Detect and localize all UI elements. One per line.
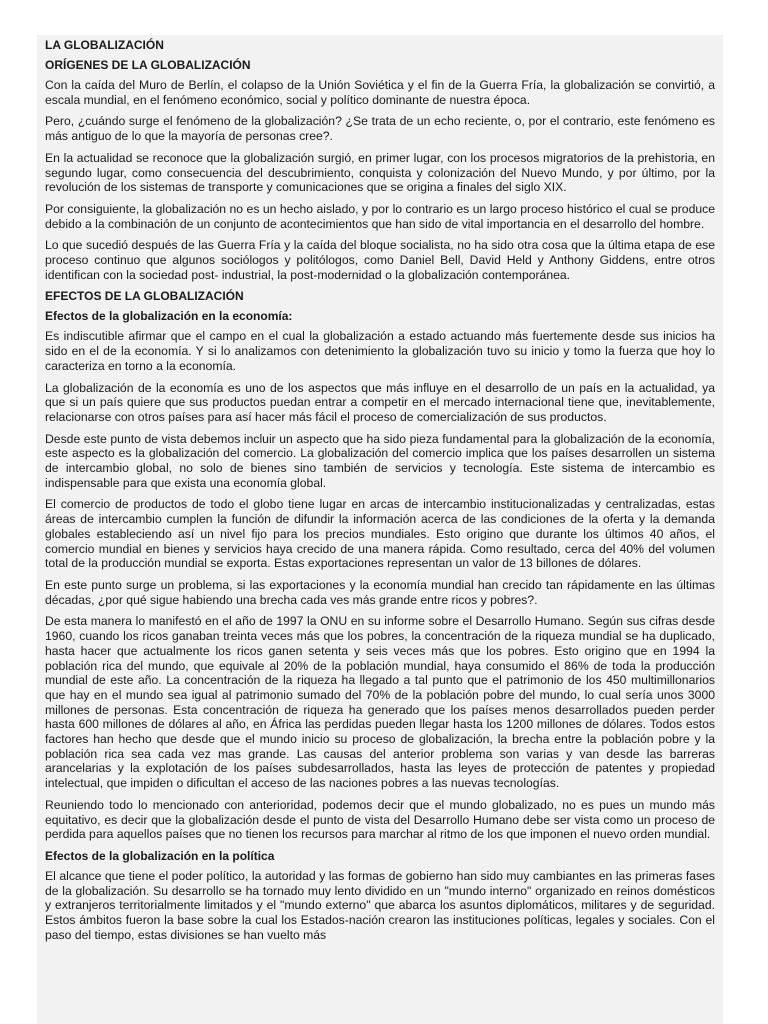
- paragraph: El alcance que tiene el poder político, la autoridad y las formas de gobierno han sido muy cambiantes en las primeras fases de la globalización. Su desarrollo se ha tornado muy lento dividido en un "mundo interno" organizado en reinos domésticos y extranjeros territorialmente limitados y el "mundo externo" que abarca los asuntos diplomáticos, militares y de seguridad. Estos ámbitos fueron la base sobre la cual los Estados-nación crearon las instituciones políticas, legales y sociales. Con el paso del tiempo, estas divisiones se han vuelto más: [45, 868, 715, 942]
- paragraph: En la actualidad se reconoce que la globalización surgió, en primer lugar, con los procesos migratorios de la prehistoria, en segundo lugar, como consecuencia del descubrimiento, conquista y colonización del Nuevo Mundo, y por último, por la revolución de los sistemas de transporte y comunicaciones que se origina a finales del siglo XIX.: [45, 150, 715, 195]
- paragraph: Pero, ¿cuándo surge el fenómeno de la globalización? ¿Se trata de un echo reciente, o, por el contrario, este fenómeno es más antiguo de lo que la mayoría de personas cree?.: [45, 114, 715, 144]
- paragraph: Es indiscutible afirmar que el campo en el cual la globalización a estado actuando más fuertemente desde sus inicios ha sido en el de la economía. Y si lo analizamos con detenimiento la globalización tuvo su inicio y tomo la fuerza que hoy lo caracteriza en torno a la economía.: [45, 329, 715, 373]
- paragraph: De esta manera lo manifestó en el año de 1997 la ONU en su informe sobre el Desarrollo Humano. Según sus cifras desde 1960, cuando los ricos ganaban treinta veces más que los pobres, la concentración de la riqueza mundial se ha duplicado, hasta hacer que actualmente los ricos ganen setenta y seis veces más que los pobres. Esto origino que en 1994 la población rica del mundo, que equivale al 20% de la población mundial, haya consumido el 86% de toda la producción mundial de este año. La concentración de la riqueza ha llegado a tal punto que el patrimonio de los 450 multimillonarios que hay en el mundo sea igual al patrimonio sumado del 70% de la población pobre del mundo, lo cual sería unos 3000 millones de personas. Esta concentración de riqueza ha generado que los países menos desarrollados pueden perder hasta 600 millones de dólares al año, en África las perdidas pueden llegar hasta los 1200 millones de dólares. Todos estos factores han hecho que desde que el mundo inicio su proceso de globalización, la brecha entre la población pobre y la población rica sea cada vez mas grande. Las causas del anterior problema son varias y van desde las barreras arancelarias y la explotación de los países subdesarrollados, hasta las leyes de protección de patentes y propiedad intelectual, que impiden o dificultan el acceso de las naciones pobres a las nuevas tecnologías.: [45, 614, 715, 791]
- section-heading: EFECTOS DE LA GLOBALIZACIÓN: [45, 289, 244, 304]
- section-heading: Efectos de la globalización en la política: [45, 848, 275, 863]
- paragraph: Por consiguiente, la globalización no es un hecho aislado, y por lo contrario es un largo proceso histórico el cual se produce debido a la combinación de un conjunto de acontecimientos que han sido de vital importancia en el desarrollo del hombre.: [45, 201, 715, 231]
- document-content: [37, 35, 723, 942]
- section-heading: ORÍGENES DE LA GLOBALIZACIÓN: [45, 58, 251, 72]
- paragraph: La globalización de la economía es uno de los aspectos que más influye en el desarrollo de un país en la actualidad, ya que si un país quiere que sus productos puedan entrar a competir en el mercado internacional tiene que, inevitablemente, relacionarse con otros países para así hacer más fácil el proceso de comercialización de sus productos.: [45, 380, 715, 424]
- section-heading: LA GLOBALIZACIÓN: [45, 38, 164, 52]
- paragraph: Con la caída del Muro de Berlín, el colapso de la Unión Soviética y el fin de la Guerra Fría, la globalización se convirtió, a escala mundial, en el fenómeno económico, social y político dominante de nuestra época.: [45, 78, 715, 107]
- paragraph: El comercio de productos de todo el globo tiene lugar en arcas de intercambio institucionalizadas y centralizadas, estas áreas de intercambio cumplen la función de difundir la información acerca de las condiciones de la oferta y la demanda globales estableciendo así un nivel fijo para los precios mundiales. Esto origino que durante los últimos 40 años, el comercio mundial en bienes y servicios haya crecido de una manera rápida. Como resultado, cerca del 40% del volumen total de la producción mundial se exporta. Estas exportaciones representan un valor de 13 billones de dólares.: [45, 497, 715, 571]
- document-page: [37, 35, 723, 1024]
- section-heading: Efectos de la globalización en la economía:: [45, 309, 293, 324]
- paragraph: Reuniendo todo lo mencionado con anterioridad, podemos decir que el mundo globalizado, no es pues un mundo más equitativo, es decir que la globalización desde el punto de vista del Desarrollo Humano debe ser vista como un proceso de perdida para aquellos países que no tienen los recursos para marchar al ritmo de los que imponen el nuevo orden mundial.: [45, 797, 715, 842]
- paragraph: Desde este punto de vista debemos incluir un aspecto que ha sido pieza fundamental para la globalización de la economía, este aspecto es la globalización del comercio. La globalización del comercio implica que los países desarrollen un sistema de intercambio global, no solo de bienes sino también de servicios y tecnología. Este sistema de intercambio es indispensable para que exista una economía global.: [45, 431, 715, 490]
- paragraph: Lo que sucedió después de las Guerra Fría y la caída del bloque socialista, no ha sido otra cosa que la última etapa de ese proceso continuo que algunos sociólogos y politólogos, como Daniel Bell, David Held y Anthony Giddens, entre otros identifican con la sociedad post- industrial, la post-modernidad o la globalización contemporánea.: [45, 238, 715, 282]
- paragraph: En este punto surge un problema, si las exportaciones y la economía mundial han crecido tan rápidamente en las últimas décadas, ¿por qué sigue habiendo una brecha cada ves más grande entre ricos y pobres?.: [45, 577, 715, 607]
